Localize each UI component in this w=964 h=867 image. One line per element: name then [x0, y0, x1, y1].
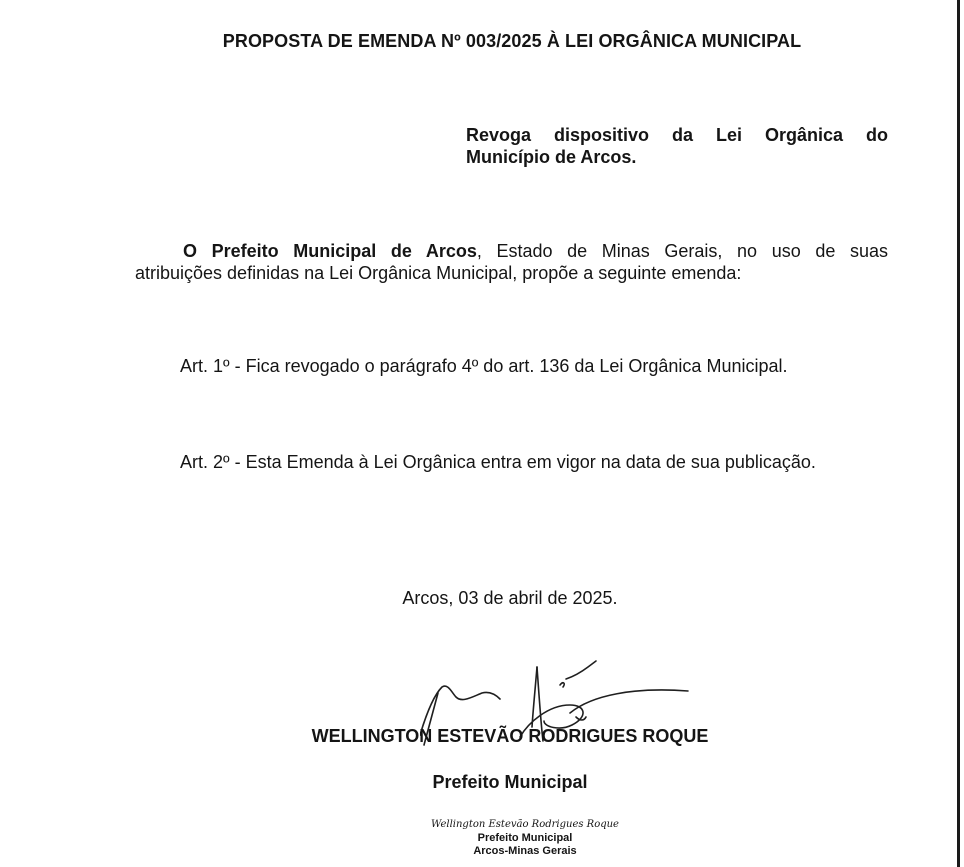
signer-role: Prefeito Municipal: [432, 772, 588, 792]
preamble-subject: O Prefeito Municipal de Arcos: [183, 241, 477, 261]
official-stamp: [0, 818, 964, 858]
ementa-line-1: Revoga dispositivo da Lei Orgânica do: [466, 125, 888, 145]
ementa-line-2: Município de Arcos.: [466, 147, 637, 167]
signer-name: WELLINGTON ESTEVÃO RODRIGUES ROQUE: [311, 726, 709, 746]
stamp-name: Wellington Estevão Rodrigues Roque: [431, 819, 619, 830]
article-2: Art. 2º - Esta Emenda à Lei Orgânica entra em vigor na data de sua publicação.: [180, 452, 816, 472]
place-date: Arcos, 03 de abril de 2025.: [402, 588, 618, 608]
preamble-line-1: [135, 240, 888, 262]
ementa: [466, 124, 888, 168]
article-1: Art. 1º - Fica revogado o parágrafo 4º do art. 136 da Lei Orgânica Municipal.: [180, 356, 788, 376]
stamp-role: Prefeito Municipal: [477, 832, 573, 844]
document-title: PROPOSTA DE EMENDA Nº 003/2025 À LEI ORGÂNICA MUNICIPAL: [222, 31, 802, 51]
preamble: [135, 240, 888, 284]
handwritten-signature: [420, 655, 710, 765]
stamp-city: Arcos-Minas Gerais: [473, 845, 577, 857]
preamble-line-1-rest: , Estado de Minas Gerais, no uso de suas: [476, 241, 888, 261]
preamble-line-2: atribuições definidas na Lei Orgânica Municipal, propõe a seguinte emenda:: [135, 263, 742, 283]
